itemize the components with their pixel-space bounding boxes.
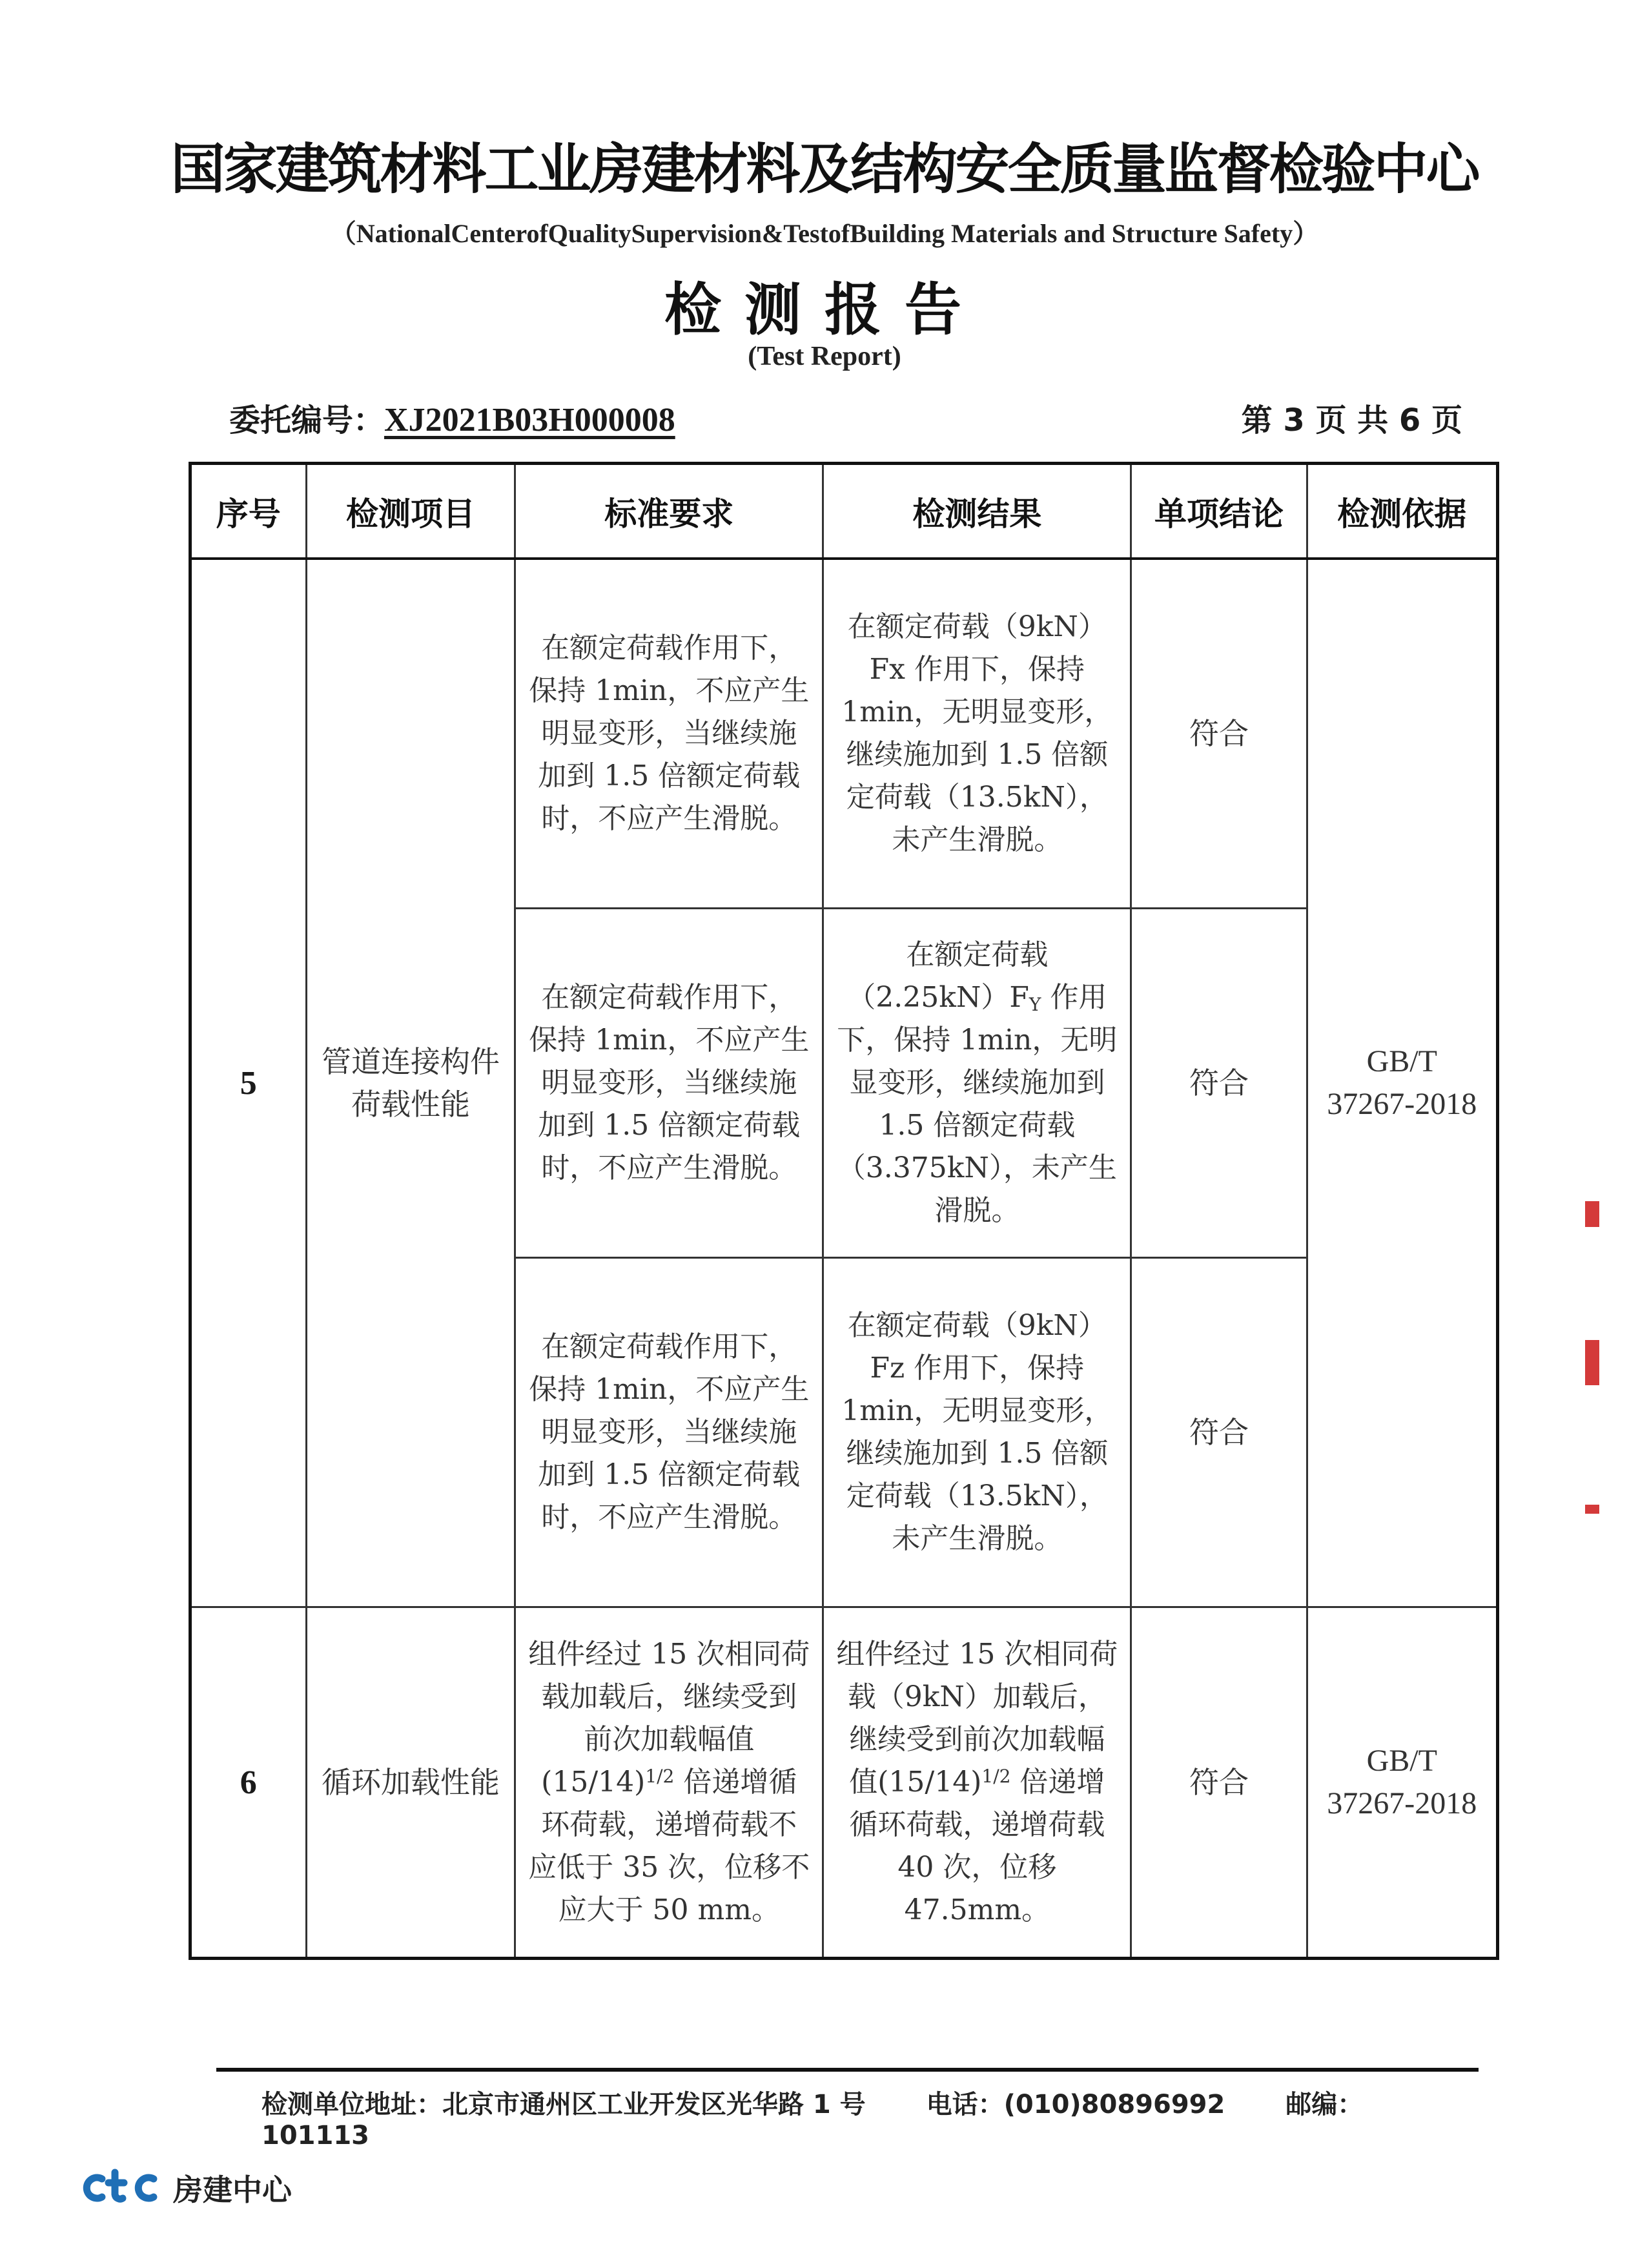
ctc-logo-icon xyxy=(77,2169,161,2207)
row-conclusion: 符合 xyxy=(1131,909,1307,1258)
footer-contact xyxy=(261,2084,1475,2150)
row-requirement: 在额定荷载作用下，保持 1min，不应产生明显变形，当继续施加到 1.5 倍额定荷载时，不应产生滑脱。 xyxy=(515,559,823,909)
table-row xyxy=(190,1607,1498,1959)
result-text: 组件经过 15 次相同荷载（9kN）加载后，继续受到前次加载幅值(15/14) xyxy=(836,1638,1118,1799)
table-row xyxy=(190,559,1498,909)
report-title-en: (Test Report) xyxy=(748,342,901,371)
row-requirement xyxy=(515,1607,823,1959)
row-basis: GB/T 37267-2018 xyxy=(1307,559,1497,1607)
row-seq: 6 xyxy=(190,1607,307,1959)
row-result xyxy=(823,1607,1131,1959)
org-title-en: （NationalCenterofQualitySupervision&TestofBuilding Materials and Structure Safety） xyxy=(330,219,1319,248)
commission-label: 委托编号： xyxy=(229,402,385,438)
result-text: 倍递增循环荷载，递增荷载 40 次，位移 47.5mm。 xyxy=(849,1766,1105,1926)
footer-address: 检测单位地址：北京市通州区工业开发区光华路 1 号 xyxy=(261,2090,866,2119)
test-results-table xyxy=(189,462,1499,1960)
header-basis: 检测依据 xyxy=(1307,464,1497,559)
result-text: 在额定荷载（2.25kN）F xyxy=(847,938,1049,1014)
row-requirement: 在额定荷载作用下，保持 1min，不应产生明显变形，当继续施加到 1.5 倍额定荷载时，不应产生滑脱。 xyxy=(515,1258,823,1607)
row-item: 管道连接构件荷载性能 xyxy=(306,559,515,1607)
row-requirement: 在额定荷载作用下，保持 1min，不应产生明显变形，当继续施加到 1.5 倍额定荷载时，不应产生滑脱。 xyxy=(515,909,823,1258)
report-title: 检测报告 xyxy=(664,276,985,343)
header-item: 检测项目 xyxy=(306,464,515,559)
footer-divider xyxy=(216,2068,1479,2072)
header-requirement: 标准要求 xyxy=(515,464,823,559)
header-conclusion: 单项结论 xyxy=(1131,464,1307,559)
footer-postcode: 邮编：101113 xyxy=(261,2090,1364,2150)
logo-name: 房建中心 xyxy=(173,2172,292,2207)
row-basis: GB/T 37267-2018 xyxy=(1307,1607,1497,1959)
stamp-mark-fragment xyxy=(1585,1505,1599,1514)
table-header-row xyxy=(190,464,1498,559)
header-result: 检测结果 xyxy=(823,464,1131,559)
footer-phone: 电话：(010)80896992 xyxy=(926,2090,1225,2119)
row-result xyxy=(823,909,1131,1258)
stamp-mark-fragment xyxy=(1585,1340,1599,1385)
commission-info xyxy=(229,395,675,440)
row-conclusion: 符合 xyxy=(1131,1607,1307,1959)
requirement-text: 倍递增循环荷载，递增荷载不应低于 35 次，位移不应大于 50 mm。 xyxy=(528,1766,810,1926)
stamp-mark-fragment xyxy=(1585,1201,1599,1227)
row-result: 在额定荷载（9kN）Fx 作用下，保持 1min，无明显变形，继续施加到 1.5 倍额定荷载（13.5kN），未产生滑脱。 xyxy=(823,559,1131,909)
org-title: 国家建筑材料工业房建材料及结构安全质量监督检验中心 xyxy=(170,138,1479,201)
result-text: 作用下，保持 1min，无明显变形，继续施加到 1.5 倍额定荷载（3.375kN），未产生滑脱。 xyxy=(837,981,1118,1227)
page-info: 第 3 页 共 6 页 xyxy=(1241,402,1462,438)
row-result: 在额定荷载（9kN）Fz 作用下，保持 1min，无明显变形，继续施加到 1.5 倍额定荷载（13.5kN），未产生滑脱。 xyxy=(823,1258,1131,1607)
row-item: 循环加载性能 xyxy=(306,1607,515,1959)
report-meta-row xyxy=(229,395,1462,440)
requirement-text: 组件经过 15 次相同荷载加载后，继续受到前次加载幅值(15/14) xyxy=(528,1638,810,1799)
header-seq: 序号 xyxy=(190,464,307,559)
row-conclusion: 符合 xyxy=(1131,1258,1307,1607)
requirement-superscript: 1/2 xyxy=(645,1766,675,1787)
commission-number: XJ2021B03H000008 xyxy=(384,402,675,438)
result-subscript: Y xyxy=(1029,994,1041,1015)
row-conclusion: 符合 xyxy=(1131,559,1307,909)
result-superscript: 1/2 xyxy=(981,1766,1011,1787)
ctc-logo xyxy=(77,2167,292,2209)
row-seq: 5 xyxy=(190,559,307,1607)
